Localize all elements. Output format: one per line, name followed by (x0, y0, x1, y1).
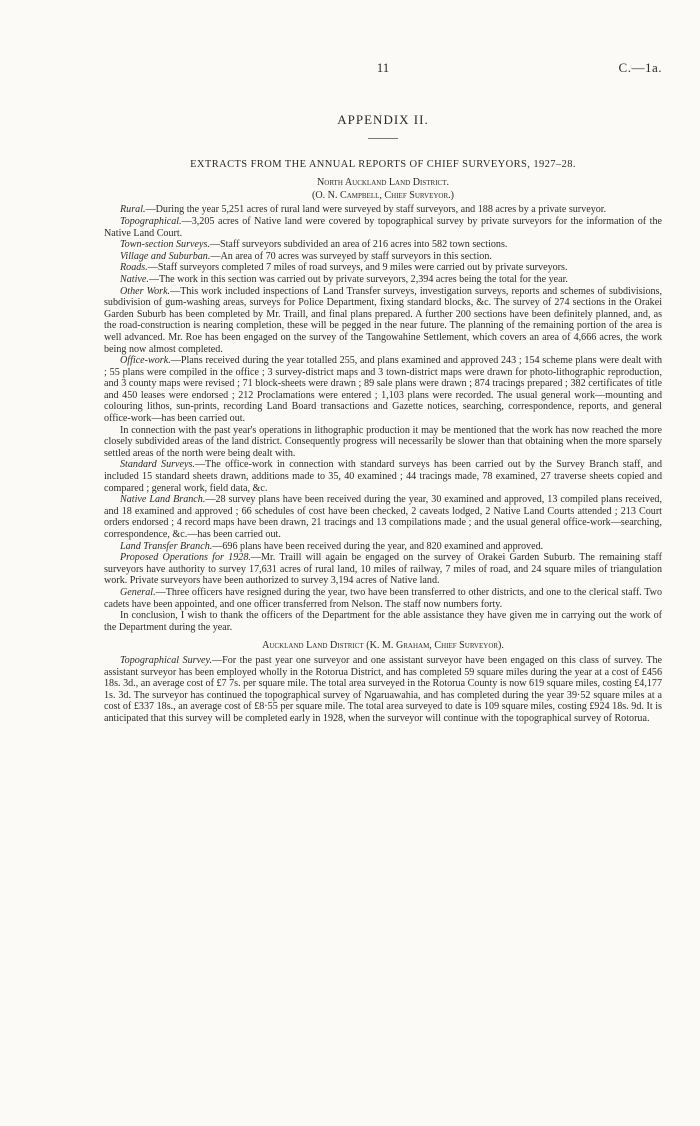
paragraph-text: —696 plans have been received during the year, and 820 examined and approved. (212, 540, 544, 552)
paragraph-heading: General. (120, 586, 156, 598)
paragraph-text: —Three officers have resigned during the year, two have been transferred to other districts, and one to the clerical staff. Two cadets have been appointed, and one officer transferred from Nelson. The staff now numbers forty. (104, 586, 662, 610)
paragraph (104, 204, 662, 216)
paragraph-text: —Plans received during the year totalled 255, and plans examined and approved 243 ; 154 scheme plans were dealt with ; 55 plans were compiled in the office ; 3 survey-district maps and 3 town-district maps were drawn for photo-lithographic reproduction, and 3 county maps were revised ; 71 block-sheets were drawn ; 89 sale plans were drawn ; 874 tracings prepared ; 382 certificates of title and 450 leases were endorsed ; 212 Proclamations were entered ; 1,103 plans were recorded. The usual general work—mounting and colouring lithos, sun-prints, recording Land Board transactions and Gazette notices, searching, correspondence, reports, and general office-work—has been carried out. (104, 355, 662, 425)
paragraph-text: —28 survey plans have been received during the year, 30 examined and approved, 13 compiled plans received, and 18 examined and approved ; 66 schedules of cost have been checked, 2 caveats lodged, 2 Native Land Courts attended ; 213 Court orders endorsed ; 4 record maps have been drawn, 21 tracings and 13 compilations made ; and the usual general office-work—searching, correspondence, &c.—has been carried out. (104, 494, 662, 540)
paragraph-heading: Native. (120, 273, 149, 285)
paragraph-text: —Staff surveyors completed 7 miles of road surveys, and 9 miles were carried out by private surveyors. (147, 262, 568, 274)
paragraph-heading: Rural. (120, 204, 146, 216)
paragraph-heading: Village and Suburban. (120, 250, 211, 262)
paragraph-text: —For the past year one surveyor and one assistant surveyor have been engaged on this class of survey. The assistant surveyor has been employed wholly in the Rotorua District, and has completed 59 square miles during the year at a cost of £456 18s. 3d., an average cost of £7 7s. per square mile. The total area surveyed in the Rotorua County is now 619 square miles, costing £4,177 1s. 3d. The surveyor has continued the topographical survey of Ngaruawahia, and has completed during the year 39·52 square miles at a cost of £337 18s., an average cost of £8·55 per square mile. The total area surveyed to date is 109 square miles, costing £924 18s. 9d. It is anticipated that this survey will be completed early in 1928, when the surveyor will continue with the topographical survey of Rotorua. (104, 654, 663, 724)
paragraph (104, 425, 662, 460)
paragraph (104, 655, 662, 725)
appendix-title: APPENDIX II. (337, 112, 429, 127)
paragraph-text: —An area of 70 acres was surveyed by staff surveyors in this section. (210, 250, 492, 262)
paragraph (104, 459, 662, 494)
paragraph (104, 552, 662, 587)
paragraph-text: In conclusion, I wish to thank the officers of the Department for the able assistance they have given me in carrying out the work of the Department during the year. (104, 610, 662, 633)
page-header (104, 60, 662, 80)
paragraph-text: —Mr. Traill will again be engaged on the survey of Orakei Garden Suburb. The remaining staff surveyors have authority to survey 17,631 acres of rural land, 10 miles of railway, 7 miles of road, and 24 square miles of triangulation work. Private surveyors have been authorized to survey 3,194 acres of Native land. (104, 552, 662, 587)
paragraph (104, 355, 662, 425)
paragraph-heading: Topographical Survey. (120, 654, 212, 666)
surveyor-name: (O. N. Campbell, Chief Surveyor.) (311, 189, 455, 201)
paragraph (104, 262, 662, 274)
paragraph-heading: Office-work. (120, 355, 171, 367)
paragraph-heading: Land Transfer Branch. (120, 540, 213, 552)
main-title: EXTRACTS FROM THE ANNUAL REPORTS OF CHIEF SURVEYORS, 1927–28. (190, 158, 576, 170)
paragraph-heading: Proposed Operations for 1928. (120, 552, 251, 564)
paragraph-text: —Staff surveyors subdivided an area of 216 acres into 582 town sections. (209, 239, 508, 251)
paragraph-text: —During the year 5,251 acres of rural land were surveyed by staff surveyors, and 188 acres by a private surveyor. (145, 204, 607, 216)
paragraph (104, 239, 662, 251)
paragraph (104, 541, 662, 553)
paragraph-heading: Topographical. (120, 215, 182, 227)
paragraph (104, 216, 662, 239)
paragraph-text: —This work included inspections of Land Transfer surveys, investigation surveys, reports and schemes of subdivisions, subdivision of gum-washing areas, surveys for Police Department, fixing standard blocks, &c. The survey of 274 sections in the Orakei Garden Suburb has been completed by Mr. Traill, and final plans prepared. A further 200 sections have been definitely planned, and, as the road-construction is nearing completion, these will be pegged in the near future. The planning of the remaining portion of the area is well advanced. Mr. Roe has been engaged on the survey of the Tangowahine Settlement, which covers an area of 4,666 acres, the work being now almost completed. (104, 285, 662, 355)
paragraph-heading: Roads. (120, 262, 148, 274)
north-paragraphs (104, 204, 662, 633)
paragraph-heading: Native Land Branch. (120, 494, 206, 506)
paragraph-text: —3,205 acres of Native land were covered by topographical survey by private surveyors for the information of the Native Land Court. (104, 215, 662, 239)
auckland-heading: Auckland Land District (K. M. Graham, Chief Surveyor). (262, 640, 504, 652)
title-rule (368, 138, 398, 139)
paragraph-text: —The work in this section was carried out by private surveyors, 2,394 acres being the total for the year. (148, 273, 568, 285)
district-heading: North Auckland Land District. (316, 177, 450, 189)
paragraph-heading: Standard Surveys. (120, 459, 195, 471)
paragraph-heading: Other Work. (120, 285, 171, 297)
paragraph (104, 610, 662, 633)
document-reference: C.—1a. (618, 60, 662, 75)
page-number: 11 (376, 60, 390, 75)
auckland-paragraphs (104, 655, 662, 725)
paragraph (104, 494, 662, 540)
paragraph (104, 286, 662, 356)
paragraph-text: In connection with the past year's operations in lithographic production it may be mentioned that the work has now reached the more closely subdivided areas of the land district. Consequently progress will necessarily be slower than that obtaining when the more sparsely settled areas of the north were being dealt with. (104, 424, 662, 459)
paragraph-text: —The office-work in connection with standard surveys has been carried out by the Survey Branch staff, and included 15 standard sheets drawn, additions made to 35, 40 examined ; 44 tracings made, 78 examined, 27 traverse sheets copied and compared ; general work, field data, &c. (104, 459, 663, 494)
paragraph (104, 251, 662, 263)
document-body (104, 114, 662, 725)
paragraph-heading: Town-section Surveys. (120, 239, 210, 251)
paragraph (104, 274, 662, 286)
paragraph (104, 587, 662, 610)
